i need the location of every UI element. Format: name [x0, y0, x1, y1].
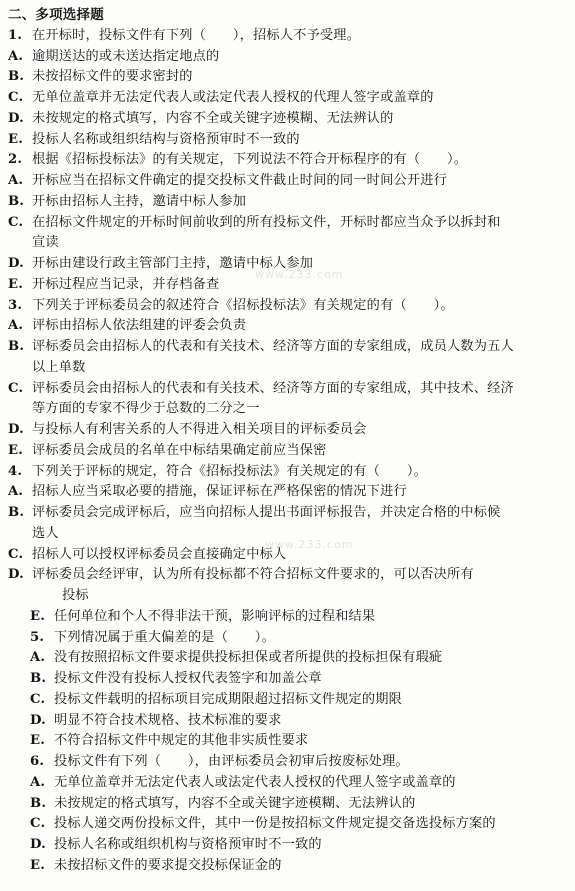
option-line: [8, 380, 569, 398]
question-number: 1.: [8, 27, 23, 43]
option-line: [8, 214, 569, 232]
question-number: 2.: [8, 152, 23, 168]
option-letter: E.: [30, 733, 46, 749]
line-text: 开标由建设行政主管部门主持，邀请中标人参加: [32, 256, 314, 271]
option-line: [30, 836, 569, 854]
option-line: [8, 442, 569, 460]
line-text: 投标: [62, 588, 89, 603]
line-text: 在开标时，投标文件有下列（ ），招标人不予受理。: [32, 27, 361, 43]
line-text: 评标委员会由招标人的代表和有关技术、经济等方面的专家组成，其中技术、经济: [32, 380, 514, 396]
line-text: 招标人可以授权评标委员会直接确定中标人: [32, 546, 287, 562]
continuation-line: [62, 587, 569, 605]
line-text: 评标委员会成员的名单在中标结果确定前应当保密: [32, 442, 327, 458]
line-text: 下列关于评标的规定，符合《招标投标法》有关规定的有（ ）。: [32, 463, 428, 479]
option-letter: C.: [30, 691, 46, 707]
line-text: 选人: [32, 525, 59, 541]
option-letter: D.: [30, 712, 46, 728]
option-line: [8, 68, 569, 86]
option-line: [8, 504, 569, 522]
option-letter: D.: [30, 837, 46, 852]
line-text: 没有按照招标文件要求提供投标担保或者所提供的投标担保有瑕疵: [54, 650, 443, 666]
line-text: 下列关于评标委员会的叙述符合《招标投标法》有关规定的有（ ）。: [32, 297, 454, 313]
line-text: 等方面的专家不得少于总数的二分之一: [32, 401, 260, 417]
option-line: [8, 48, 569, 66]
line-text: 逾期送达的或未送达指定地点的: [32, 48, 220, 64]
watermark: www.233.com: [265, 538, 354, 551]
question-stem: [8, 151, 569, 169]
question-number: 4.: [8, 463, 23, 479]
question-number: 5.: [30, 629, 45, 645]
line-text: 根据《招标投标法》的有关规定，下列说法不符合开标程序的有（ ）。: [32, 152, 468, 168]
option-line: [8, 193, 569, 211]
line-text: 无单位盖章并无法定代表人或法定代表人授权的代理人签字或盖章的: [54, 774, 456, 790]
question-number: 3.: [8, 297, 23, 313]
question-stem: [8, 27, 569, 45]
option-letter: A.: [8, 318, 24, 334]
option-letter: E.: [30, 608, 46, 624]
line-text: 开标过程应当记录，并存档备查: [32, 276, 220, 292]
option-letter: B.: [8, 69, 25, 85]
line-text: 评标委员会完成评标后，应当向招标人提出书面评标报告，并决定合格的中标候: [32, 505, 501, 520]
option-line: [8, 483, 569, 501]
option-line: [30, 815, 569, 833]
option-letter: B.: [30, 671, 47, 686]
option-letter: E.: [30, 857, 46, 873]
line-text: 开标应当在招标文件确定的提交投标文件截止时间的同一时间公开进行: [32, 173, 448, 188]
option-line: [30, 691, 569, 709]
line-text: 评标由招标人依法组建的评委会负责: [32, 318, 247, 334]
option-letter: A.: [30, 650, 46, 666]
option-line: [8, 172, 569, 190]
option-letter: C.: [8, 380, 24, 396]
question-stem: [8, 463, 569, 481]
continuation-line: [32, 359, 569, 377]
option-line: [30, 608, 569, 626]
line-text: 评标委员会由招标人的代表和有关技术、经济等方面的专家组成，成员人数为五人: [32, 339, 514, 354]
option-line: [30, 732, 569, 750]
option-letter: A.: [8, 173, 24, 188]
line-text: 宣读: [32, 235, 59, 251]
option-line: [30, 795, 569, 813]
line-text: 招标人应当采取必要的措施，保证评标在严格保密的情况下进行: [32, 484, 407, 500]
section-heading: [8, 6, 569, 24]
watermark: www.233.com: [255, 268, 344, 281]
line-text: 未按规定的格式填写，内容不全或关键字迹模糊、无法辨认的: [32, 110, 394, 126]
line-text: 投标文件有下列（ ），由评标委员会初审后按废标处理。: [54, 754, 409, 769]
option-letter: C.: [8, 214, 24, 230]
line-text: 投标人递交两份投标文件，其中一份是按招标文件规定提交备选投标方案的: [54, 816, 496, 832]
option-line: [30, 649, 569, 667]
line-text: 投标人名称或组织机构与资格预审时不一致的: [54, 837, 322, 852]
option-letter: A.: [30, 774, 46, 790]
option-line: [30, 712, 569, 730]
line-text: 不符合招标文件中规定的其他非实质性要求: [54, 733, 309, 749]
line-text: 无单位盖章并无法定代表人或法定代表人授权的代理人签字或盖章的: [32, 90, 434, 105]
option-letter: D.: [8, 422, 24, 437]
option-letter: B.: [8, 339, 25, 354]
question-number: 6.: [30, 754, 45, 769]
option-line: [30, 670, 569, 688]
line-text: 投标人名称或组织结构与资格预审时不一致的: [32, 131, 300, 147]
line-text: 未按招标文件的要求密封的: [32, 69, 193, 85]
continuation-line: [32, 400, 569, 418]
option-letter: C.: [8, 90, 24, 105]
option-letter: B.: [8, 193, 25, 209]
option-letter: D.: [8, 110, 24, 126]
option-letter: D.: [8, 567, 24, 583]
option-line: [8, 131, 569, 149]
line-text: 二、多项选择题: [8, 7, 104, 23]
question-stem: [30, 629, 569, 647]
option-line: [30, 774, 569, 792]
option-letter: A.: [8, 48, 24, 64]
option-letter: A.: [8, 484, 24, 500]
line-text: 投标文件没有投标人授权代表签字和加盖公章: [54, 671, 322, 686]
option-letter: B.: [8, 505, 25, 520]
option-letter: C.: [8, 546, 24, 562]
option-letter: E.: [8, 442, 24, 458]
line-text: 下列情况属于重大偏差的是（ ）。: [54, 629, 275, 645]
option-letter: D.: [8, 256, 24, 271]
continuation-line: [32, 234, 569, 252]
option-line: [8, 338, 569, 356]
line-text: 在招标文件规定的开标时间前收到的所有投标文件，开标时都应当众予以拆封和: [32, 214, 501, 230]
option-letter: B.: [30, 795, 47, 811]
option-line: [8, 317, 569, 335]
line-text: 明显不符合技术规格、技术标准的要求: [54, 712, 282, 728]
line-text: 以上单数: [32, 359, 86, 375]
option-line: [8, 421, 569, 439]
option-letter: E.: [8, 131, 24, 147]
option-line: [8, 566, 569, 584]
question-stem: [30, 753, 569, 771]
option-line: [30, 857, 569, 875]
option-letter: C.: [30, 816, 46, 832]
line-text: 未按招标文件的要求提交投标保证金的: [54, 857, 282, 873]
option-letter: E.: [8, 276, 24, 292]
line-text: 任何单位和个人不得非法干预，影响评标的过程和结果: [54, 608, 376, 624]
line-text: 与投标人有利害关系的人不得进入相关项目的评标委员会: [32, 422, 367, 437]
line-text: 评标委员会经评审，认为所有投标都不符合招标文件要求的，可以否决所有: [32, 567, 474, 583]
line-text: 未按规定的格式填写，内容不全或关键字迹模糊、无法辨认的: [54, 795, 416, 811]
option-line: [8, 89, 569, 107]
option-line: [8, 110, 569, 128]
line-text: 开标由招标人主持，邀请中标人参加: [32, 193, 247, 209]
question-stem: [8, 297, 569, 315]
line-text: 投标文件载明的招标项目完成期限超过招标文件规定的期限: [54, 691, 403, 707]
